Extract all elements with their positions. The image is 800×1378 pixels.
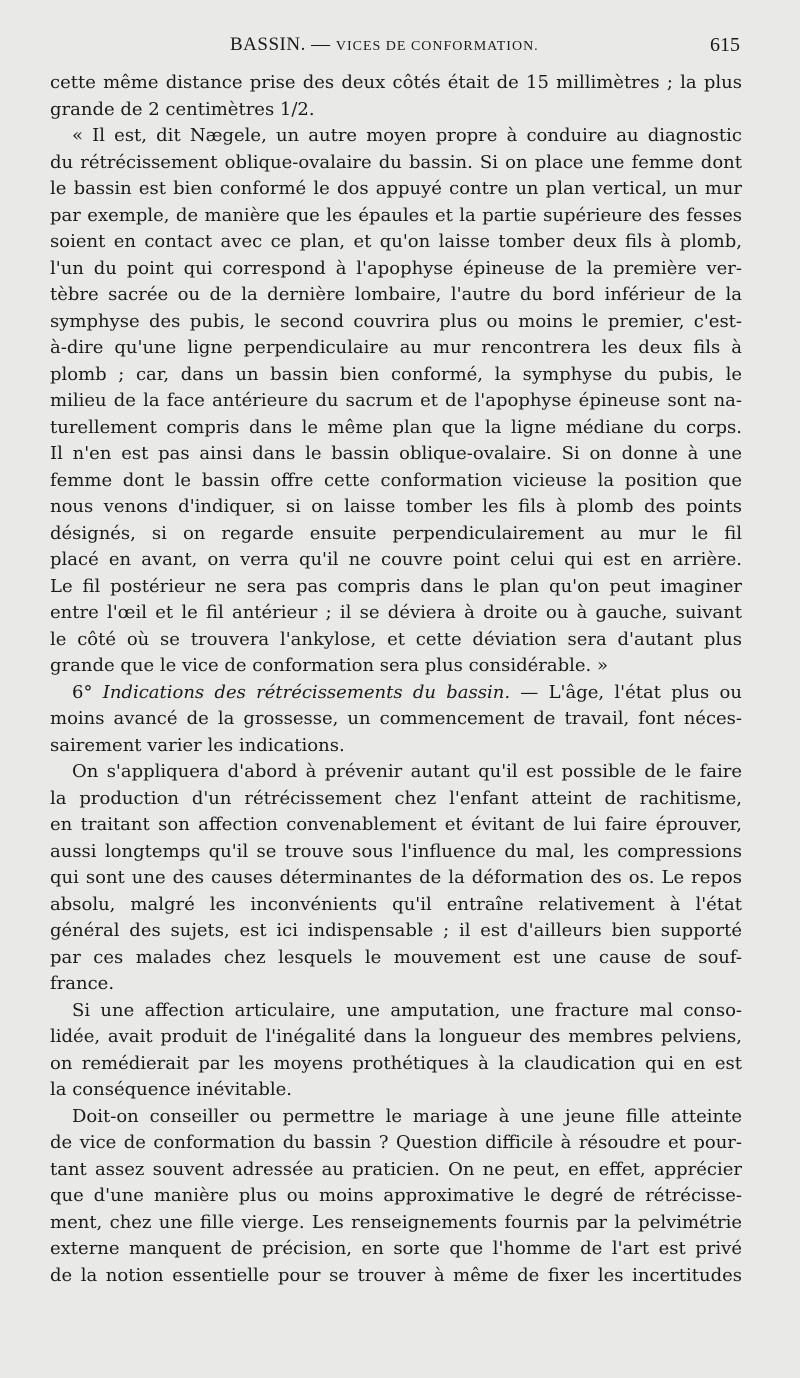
text-line: la production d'un rétrécissement chez l'enfant atteint de rachitisme,	[50, 787, 742, 809]
text-line: symphyse des pubis, le second couvrira plus ou moins le premier, c'est-	[50, 310, 742, 332]
heading-number: 6°	[72, 681, 103, 703]
text-line: la conséquence inévitable.	[50, 1079, 292, 1100]
text-line: le côté où se trouvera l'ankylose, et cette déviation sera d'autant plus	[50, 628, 742, 650]
text-line: placé en avant, on verra qu'il ne couvre point celui qui est en arrière.	[50, 549, 742, 570]
text-line: Il n'en est pas ainsi dans le bassin oblique-ovalaire. Si on donne à une	[50, 443, 742, 464]
text-line: moins avancé de la grossesse, un commencement de travail, font néces-	[50, 708, 742, 729]
text-line: nous venons d'indiquer, si on laisse tomber les fils à plomb des points	[50, 496, 742, 517]
text-line: l'un du point qui correspond à l'apophyse épineuse de la première ver-	[50, 257, 742, 279]
page-header	[50, 34, 740, 62]
text-line: turellement compris dans le même plan que la ligne médiane du corps.	[50, 416, 742, 438]
text-line: par exemple, de manière que les épaules et la partie supérieure des fesses	[50, 204, 742, 226]
text-line: entre l'œil et le fil antérieur ; il se déviera à droite ou à gauche, suivant	[50, 602, 742, 623]
text-line: de la notion essentielle pour se trouver à même de fixer les incertitudes	[50, 1264, 742, 1286]
text-line: soient en contact avec ce plan, et qu'on laisse tomber deux fils à plomb,	[50, 231, 742, 252]
text-line: par ces malades chez lesquels le mouvement est une cause de souf-	[50, 946, 742, 968]
text-line: externe manquent de précision, en sorte que l'homme de l'art est privé	[50, 1238, 742, 1259]
running-head	[230, 34, 539, 56]
text-line: le bassin est bien conformé le dos appuyé contre un plan vertical, un mur	[50, 178, 742, 199]
text-line: Doit-on conseiller ou permettre le mariage à une jeune fille atteinte	[72, 1105, 742, 1127]
text-line: que d'une manière plus ou moins approximative le degré de rétrécisse-	[50, 1185, 742, 1206]
text-line: milieu de la face antérieure du sacrum et de l'apophyse épineuse sont na-	[50, 390, 742, 411]
text-line: qui sont une des causes déterminantes de la déformation des os. Le repos	[50, 867, 742, 888]
text-line: plomb ; car, dans un bassin bien conformé, la symphyse du pubis, le	[50, 363, 742, 385]
heading-continuation: — L'âge, l'état plus ou	[510, 681, 742, 703]
text-line: grande que le vice de conformation sera plus considérable. »	[50, 655, 608, 676]
text-line: de vice de conformation du bassin ? Question difficile à résoudre et pour-	[50, 1132, 742, 1153]
text-line: on remédierait par les moyens prothétiques à la claudication qui en est	[50, 1052, 742, 1074]
text-line: « Il est, dit Nægele, un autre moyen propre à conduire au diagnostic	[72, 125, 742, 146]
text-line: lidée, avait produit de l'inégalité dans la longueur des membres pelviens,	[50, 1026, 742, 1047]
body-text	[50, 70, 742, 1289]
text-line: tèbre sacrée ou de la dernière lombaire, l'autre du bord inférieur de la	[50, 284, 742, 305]
text-line: absolu, malgré les inconvénients qu'il entraîne relativement à l'état	[50, 893, 742, 915]
text-line: ment, chez une fille vierge. Les renseignements fournis par la pelvimétrie	[50, 1211, 742, 1233]
text-line: désignés, si on regarde ensuite perpendiculairement au mur le fil	[50, 522, 742, 544]
text-line: du rétrécissement oblique-ovalaire du bassin. Si on place une femme dont	[50, 151, 742, 173]
text-line: france.	[50, 973, 115, 994]
text-line: à-dire qu'une ligne perpendiculaire au mur rencontrera les deux fils à	[50, 337, 742, 358]
text-line	[50, 680, 742, 707]
text-line: Si une affection articulaire, une amputation, une fracture mal conso-	[72, 999, 742, 1021]
text-line: grande de 2 centimètres 1/2.	[50, 98, 315, 120]
section-heading: Indications des rétrécissements du bassin.	[102, 681, 511, 703]
text-line: femme dont le bassin offre cette conformation vicieuse la position que	[50, 469, 742, 491]
running-head-sub: VICES DE CONFORMATION.	[335, 39, 539, 54]
text-line: général des sujets, est ici indispensable ; il est d'ailleurs bien supporté	[50, 920, 742, 941]
running-head-dash: —	[311, 34, 331, 55]
text-line: On s'appliquera d'abord à prévenir autant qu'il est possible de le faire	[72, 761, 742, 782]
text-line: sairement varier les indications.	[50, 734, 345, 756]
page-number: 615	[710, 34, 740, 56]
text-line: tant assez souvent adressée au praticien. On ne peut, en effet, apprécier	[50, 1158, 742, 1180]
text-line: aussi longtemps qu'il se trouve sous l'influence du mal, les compressions	[50, 840, 742, 862]
running-head-main: BASSIN.	[230, 34, 306, 55]
text-line: en traitant son affection convenablement et évitant de lui faire éprouver,	[50, 814, 742, 835]
text-line: cette même distance prise des deux côtés était de 15 millimètres ; la plus	[50, 72, 742, 93]
text-line: Le fil postérieur ne sera pas compris dans le plan qu'on peut imaginer	[50, 575, 742, 597]
